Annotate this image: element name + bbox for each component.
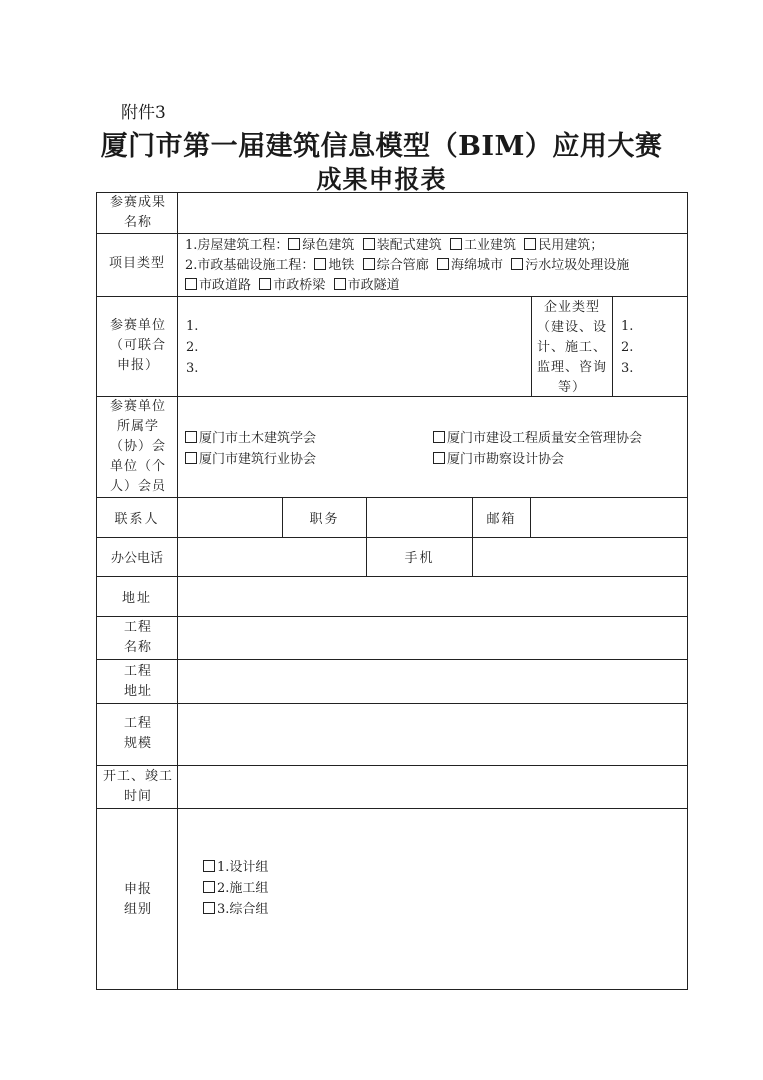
mobile-label: 手机 — [404, 551, 435, 566]
construction-time-field[interactable] — [179, 767, 686, 807]
building-works-line — [185, 235, 603, 256]
checkbox-icon — [450, 238, 462, 250]
project-address-field[interactable] — [179, 661, 686, 702]
construction-time-label: 开工、竣工时间 — [102, 769, 173, 804]
project-scale-field[interactable] — [179, 705, 686, 764]
membership-quality-safety-association[interactable]: 厦门市建设工程质量安全管理协会 — [433, 428, 642, 449]
row-divider — [96, 765, 688, 766]
checkbox-icon — [363, 238, 375, 250]
cell-divider — [472, 537, 473, 576]
option-sponge-city[interactable]: 海绵城市 — [437, 258, 503, 273]
checkbox-icon — [511, 258, 523, 270]
enterprise-type-label: 企业类型（建设、设计、施工、监理、咨询等） — [537, 300, 608, 395]
option-municipal-tunnel[interactable]: 市政隧道 — [334, 278, 400, 293]
checkbox-icon — [203, 881, 215, 893]
municipal-works-prefix: 2.市政基础设施工程： — [185, 258, 315, 273]
checkbox-icon — [433, 452, 445, 464]
membership-construction-association[interactable]: 厦门市建筑行业协会 — [185, 449, 316, 470]
option-municipal-bridge[interactable]: 市政桥梁 — [259, 278, 325, 293]
category-construction[interactable]: 2.施工组 — [203, 878, 268, 899]
membership-label: 参赛单位所属学（协）会单位（个人）会员 — [109, 399, 166, 494]
option-utility-tunnel[interactable]: 综合管廊 — [363, 258, 429, 273]
office-phone-label: 办公电话 — [110, 551, 163, 566]
category-label: 申报组别 — [123, 882, 152, 917]
checkbox-icon — [433, 431, 445, 443]
option-prefab-building[interactable]: 装配式建筑 — [363, 238, 442, 253]
option-civil-building[interactable]: 民用建筑； — [524, 238, 603, 253]
enterprise-type-item[interactable]: 1. — [621, 319, 634, 334]
project-address-label: 工程地址 — [123, 664, 152, 699]
project-type-label: 项目类型 — [108, 256, 165, 271]
position-label: 职务 — [309, 512, 340, 527]
participant-item[interactable]: 3. — [186, 361, 199, 376]
cell-divider — [530, 497, 531, 537]
checkbox-icon — [185, 431, 197, 443]
checkbox-icon — [288, 238, 300, 250]
office-phone-field[interactable] — [179, 539, 365, 575]
municipal-works-line — [185, 255, 629, 276]
checkbox-icon — [203, 860, 215, 872]
position-field[interactable] — [368, 499, 471, 536]
participant-item[interactable]: 1. — [186, 319, 199, 334]
checkbox-icon — [363, 258, 375, 270]
option-industrial-building[interactable]: 工业建筑 — [450, 238, 516, 253]
address-field[interactable] — [179, 578, 686, 615]
address-label: 地址 — [121, 591, 152, 606]
municipal-works-line-continued — [185, 275, 400, 296]
project-name-field[interactable] — [179, 618, 686, 658]
label-column-divider — [177, 192, 178, 990]
option-municipal-road[interactable]: 市政道路 — [185, 278, 251, 293]
row-divider — [96, 576, 688, 577]
mobile-field[interactable] — [474, 539, 686, 575]
checkbox-icon — [203, 902, 215, 914]
row-divider — [96, 296, 688, 297]
form-title: 厦门市第一届建筑信息模型（BIM）应用大赛 — [100, 131, 663, 162]
membership-civil-society[interactable]: 厦门市土木建筑学会 — [185, 428, 316, 449]
form-subtitle: 成果申报表 — [316, 165, 447, 194]
checkbox-icon — [185, 452, 197, 464]
checkbox-icon — [259, 278, 271, 290]
checkbox-icon — [185, 278, 197, 290]
row-divider — [96, 659, 688, 660]
email-label: 邮箱 — [486, 512, 517, 527]
email-field[interactable] — [532, 499, 686, 536]
contact-field[interactable] — [179, 499, 281, 536]
category-design[interactable]: 1.设计组 — [203, 857, 268, 878]
option-green-building[interactable]: 绿色建筑 — [288, 238, 354, 253]
cell-divider — [612, 296, 613, 396]
option-metro[interactable]: 地铁 — [314, 258, 354, 273]
enterprise-type-item[interactable]: 2. — [621, 340, 634, 355]
entry-name-label: 参赛成果名称 — [109, 195, 166, 230]
membership-survey-design-association[interactable]: 厦门市勘察设计协会 — [433, 449, 564, 470]
project-name-label: 工程名称 — [123, 620, 152, 655]
option-waste-treatment[interactable]: 污水垃圾处理设施 — [511, 258, 629, 273]
cell-divider — [531, 296, 532, 396]
row-divider — [96, 537, 688, 538]
row-divider — [96, 497, 688, 498]
project-scale-label: 工程规模 — [123, 716, 152, 751]
checkbox-icon — [334, 278, 346, 290]
checkbox-icon — [524, 238, 536, 250]
participants-label: 参赛单位（可联合申报） — [109, 318, 166, 373]
row-divider — [96, 233, 688, 234]
checkbox-icon — [437, 258, 449, 270]
attachment-number: 附件3 — [121, 103, 166, 123]
category-comprehensive[interactable]: 3.综合组 — [203, 899, 268, 920]
participant-item[interactable]: 2. — [186, 340, 199, 355]
contact-label: 联系人 — [114, 512, 160, 527]
enterprise-type-item[interactable]: 3. — [621, 361, 634, 376]
checkbox-icon — [314, 258, 326, 270]
row-divider — [96, 703, 688, 704]
row-divider — [96, 616, 688, 617]
row-divider — [96, 808, 688, 809]
building-works-prefix: 1.房屋建筑工程： — [185, 238, 289, 253]
cell-divider — [366, 497, 367, 537]
entry-name-field[interactable] — [179, 194, 686, 232]
